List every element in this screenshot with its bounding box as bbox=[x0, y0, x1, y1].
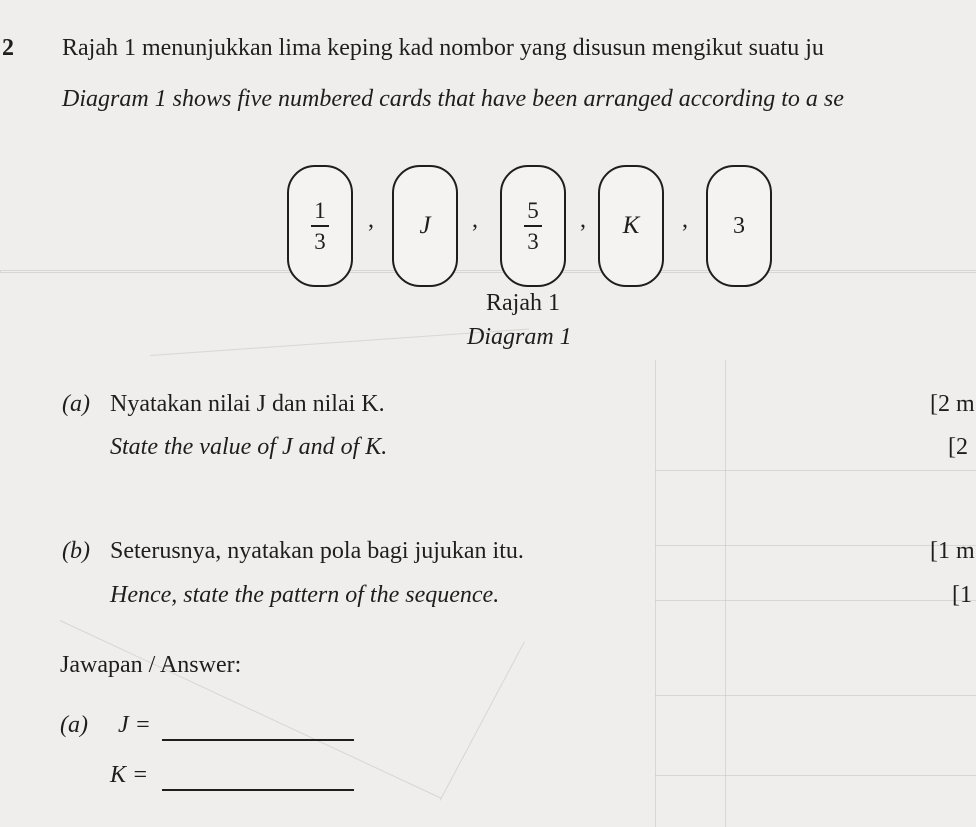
card-letter: K bbox=[622, 212, 640, 239]
part-b-question-english: Hence, state the pattern of the sequence. bbox=[110, 582, 500, 608]
part-b-label: (b) bbox=[62, 538, 90, 564]
answer-k-label: K = bbox=[110, 762, 149, 788]
fraction-bar bbox=[311, 225, 329, 227]
diagram-label-malay: Rajah 1 bbox=[486, 290, 560, 316]
part-a-question-english: State the value of J and of K. bbox=[110, 434, 388, 460]
question-number: 2 bbox=[2, 35, 14, 61]
part-a-question-malay: Nyatakan nilai J dan nilai K. bbox=[110, 391, 385, 417]
fraction bbox=[524, 199, 542, 253]
part-b-marks-malay: [1 m bbox=[930, 538, 975, 564]
question-intro-english: Diagram 1 shows five numbered cards that have been arranged according to a se bbox=[62, 86, 844, 112]
answer-j-input-line[interactable] bbox=[162, 739, 354, 741]
fraction-bar bbox=[524, 225, 542, 227]
card-three bbox=[706, 165, 772, 287]
answer-k-input-line[interactable] bbox=[162, 789, 354, 791]
card-separator: , bbox=[580, 207, 586, 233]
fraction-numerator: 1 bbox=[314, 198, 326, 224]
card-number: 3 bbox=[733, 212, 745, 239]
part-b-marks-english: [1 bbox=[952, 582, 972, 608]
part-a-marks-malay: [2 m bbox=[930, 391, 975, 417]
answer-heading: Jawapan / Answer: bbox=[60, 652, 242, 678]
card-five-thirds bbox=[500, 165, 566, 287]
fraction-denominator: 3 bbox=[314, 228, 326, 254]
card-j bbox=[392, 165, 458, 287]
card-one-third bbox=[287, 165, 353, 287]
part-a-marks-english: [2 bbox=[948, 434, 968, 460]
answer-part-a-label: (a) bbox=[60, 712, 88, 738]
card-separator: , bbox=[682, 207, 688, 233]
question-intro-malay: Rajah 1 menunjukkan lima keping kad nombor yang disusun mengikut suatu ju bbox=[62, 35, 824, 61]
card-letter: J bbox=[419, 212, 431, 239]
part-a-label: (a) bbox=[62, 391, 90, 417]
answer-j-label: J = bbox=[118, 712, 151, 738]
fraction-denominator: 3 bbox=[527, 228, 539, 254]
diagram-label-english: Diagram 1 bbox=[467, 324, 572, 350]
card-separator: , bbox=[368, 207, 374, 233]
card-separator: , bbox=[472, 207, 478, 233]
fraction-numerator: 5 bbox=[527, 198, 539, 224]
card-k bbox=[598, 165, 664, 287]
part-b-question-malay: Seterusnya, nyatakan pola bagi jujukan itu. bbox=[110, 538, 524, 564]
fraction bbox=[311, 199, 329, 253]
